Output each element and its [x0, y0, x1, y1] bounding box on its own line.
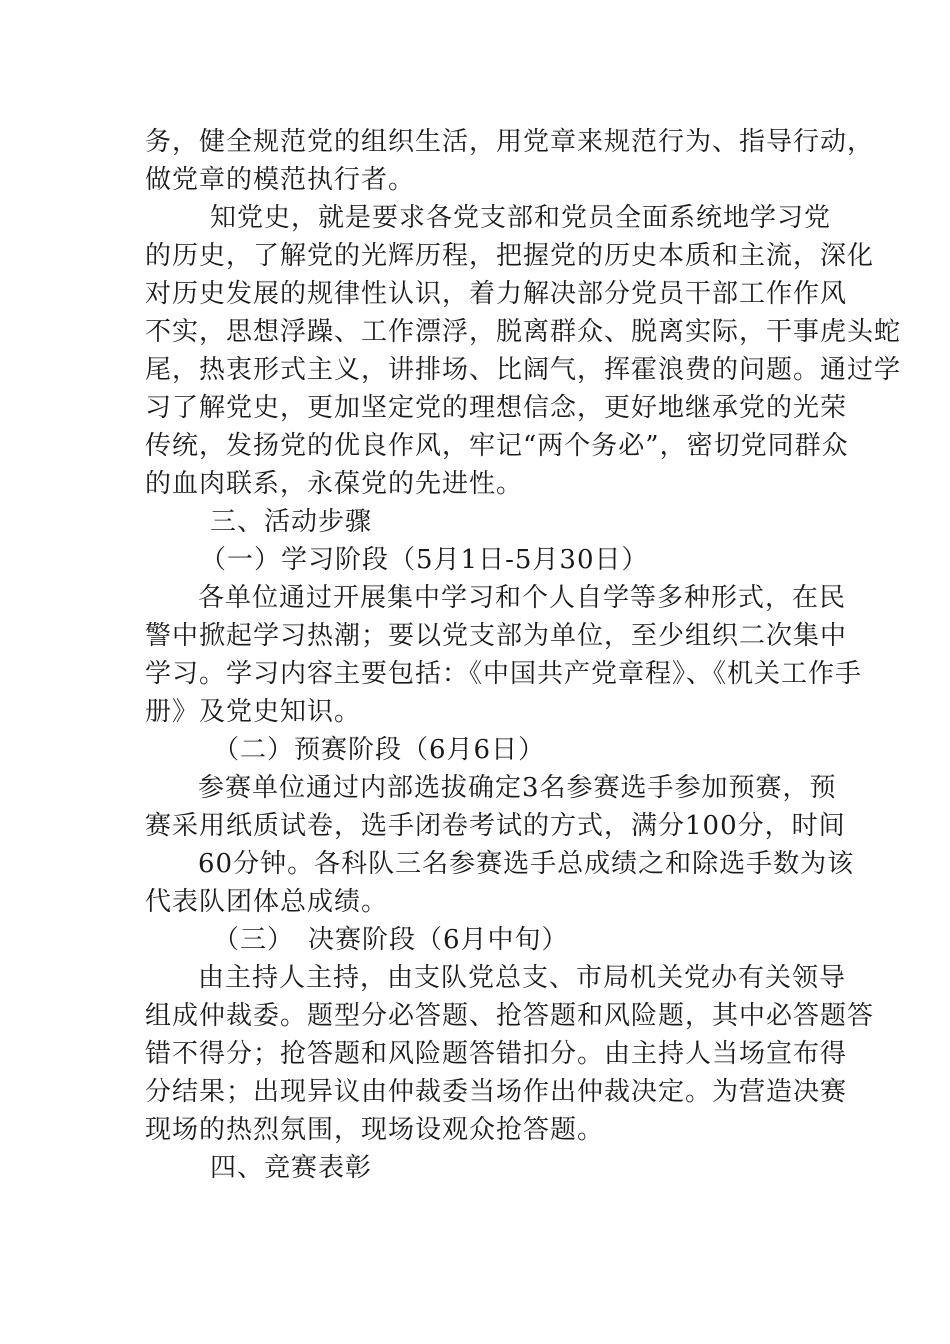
- subsection-heading: （二）预赛阶段（6月6日）: [213, 735, 546, 765]
- paragraph-line: 代表队团体总成绩。: [145, 887, 389, 917]
- paragraph-line: 赛采用纸质试卷，选手闭卷考试的方式，满分100分，时间: [145, 811, 846, 841]
- section-heading: 四、竞赛表彰: [210, 1153, 373, 1183]
- paragraph-line: 尾，热衷形式主义，讲排场、比阔气，挥霍浪费的问题。通过学: [145, 355, 902, 385]
- paragraph-line: 警中掀起学习热潮；要以党支部为单位，至少组织二次集中: [145, 621, 848, 651]
- paragraph-line: 错不得分；抢答题和风险题答错扣分。由主持人当场宣布得: [145, 1039, 848, 1069]
- subsection-heading: （三） 决赛阶段（6月中旬）: [213, 925, 569, 955]
- paragraph-line: 的血肉联系，永葆党的先进性。: [145, 469, 524, 499]
- paragraph-line: 的历史，了解党的光辉历程，把握党的历史本质和主流，深化: [145, 241, 875, 271]
- paragraph-line: 做党章的模范执行者。: [145, 165, 416, 195]
- paragraph-line: 传统，发扬党的优良作风，牢记“两个务必”，密切党同群众: [145, 431, 849, 461]
- paragraph-line: 册》及党史知识。: [145, 697, 362, 727]
- paragraph-line: 习了解党史，更加坚定党的理想信念，更好地继承党的光荣: [145, 393, 848, 423]
- paragraph-line: 对历史发展的规律性认识，着力解决部分党员干部工作作风: [145, 279, 848, 309]
- paragraph-line: 60分钟。各科队三名参赛选手总成绩之和除选手数为该: [198, 849, 855, 879]
- paragraph-line: 由主持人主持，由支队党总支、市局机关党办有关领导: [198, 963, 847, 993]
- paragraph-line: 知党史，就是要求各党支部和党员全面系统地学习党: [210, 203, 832, 233]
- paragraph-line: 不实，思想浮躁、工作漂浮，脱离群众、脱离实际，干事虎头蛇: [145, 317, 902, 347]
- paragraph-line: 参赛单位通过内部选拔确定3名参赛选手参加预赛，预: [198, 773, 837, 803]
- paragraph-line: 务，健全规范党的组织生活，用党章来规范行为、指导行动，: [145, 127, 875, 157]
- paragraph-line: 各单位通过开展集中学习和个人自学等多种形式，在民: [198, 583, 847, 613]
- paragraph-line: 组成仲裁委。题型分必答题、抢答题和风险题，其中必答题答: [145, 1001, 875, 1031]
- paragraph-line: 现场的热烈氛围，现场设观众抢答题。: [145, 1115, 605, 1145]
- subsection-heading: （一）学习阶段（5月1日-5月30日）: [200, 545, 649, 575]
- paragraph-line: 分结果；出现异议由仲裁委当场作出仲裁决定。为营造决赛: [145, 1077, 848, 1107]
- paragraph-line: 学习。学习内容主要包括：《中国共产党章程》、《机关工作手: [145, 659, 863, 689]
- section-heading: 三、活动步骤: [210, 507, 373, 537]
